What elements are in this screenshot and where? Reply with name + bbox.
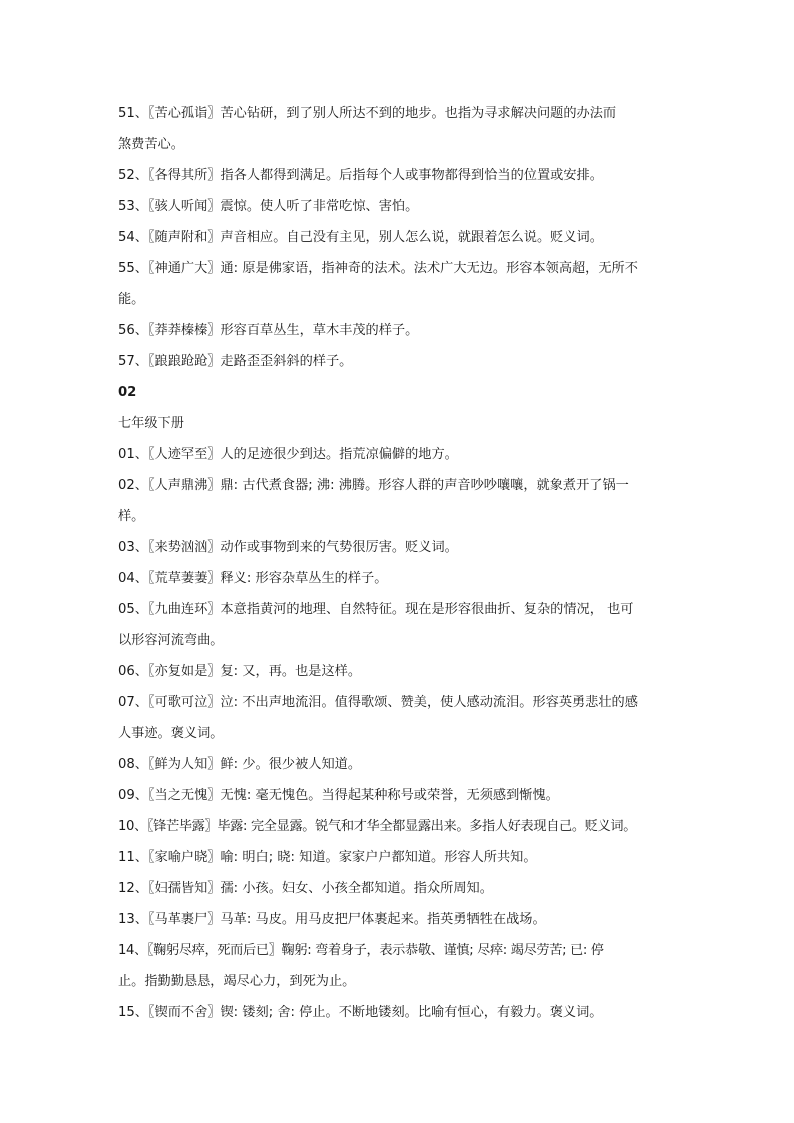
text-line: 05、〖九曲连环〗本意指黄河的地理、自然特征。现在是形容很曲折、复杂的情况， 也可 [118,602,634,617]
text-line: 15、〖锲而不舍〗锲: 镂刻; 舍: 停止。不断地镂刻。比喻有恒心，有毅力。褒义词。 [118,1005,603,1020]
text-line: 55、〖神通广大〗通: 原是佛家语，指神奇的法术。法术广大无边。形容本领高超，无所不 [118,261,638,276]
text-line: 51、〖苦心孤诣〗苦心钻研，到了别人所达不到的地步。也指为寻求解决问题的办法而 [118,106,617,121]
section-number: 02 [118,385,137,400]
text-line: 人事迹。褒义词。 [118,726,224,741]
text-line: 04、〖荒草萋萋〗释义: 形容杂草丛生的样子。 [118,571,388,586]
text-line: 07、〖可歌可泣〗泣: 不出声地流泪。值得歌颂、赞美，使人感动流泪。形容英勇悲壮的感 [118,695,638,710]
text-line: 54、〖随声附和〗声音相应。自己没有主见，别人怎么说，就跟着怎么说。贬义词。 [118,230,603,245]
text-line: 57、〖踉踉跄跄〗走路歪歪斜斜的样子。 [118,354,353,369]
text-line: 56、〖莽莽榛榛〗形容百草丛生，草木丰茂的样子。 [118,323,419,338]
text-line: 08、〖鲜为人知〗鲜: 少。很少被人知道。 [118,757,362,772]
text-line: 09、〖当之无愧〗无愧: 毫无愧色。当得起某种称号或荣誉，无须感到惭愧。 [118,788,559,803]
text-line: 52、〖各得其所〗指各人都得到满足。后指每个人或事物都得到恰当的位置或安排。 [118,168,603,183]
text-line: 13、〖马革裹尸〗马革: 马皮。用马皮把尸体裹起来。指英勇牺牲在战场。 [118,912,546,927]
text-line: 以形容河流弯曲。 [118,633,224,648]
text-line: 12、〖妇孺皆知〗孺: 小孩。妇女、小孩全都知道。指众所周知。 [118,881,493,896]
text-line: 14、〖鞠躬尽瘁，死而后已〗鞠躬: 弯着身子，表示恭敬、谨慎; 尽瘁: 竭尽劳苦; 已: 停 [118,943,604,958]
text-line: 53、〖骇人听闻〗震惊。使人听了非常吃惊、害怕。 [118,199,419,214]
text-line: 10、〖锋芒毕露〗毕露: 完全显露。锐气和才华全都显露出来。多指人好表现自己。贬义词。 [118,819,637,834]
document-page [118,98,678,1028]
text-line: 能。 [118,292,145,307]
text-line: 01、〖人迹罕至〗人的足迹很少到达。指荒凉偏僻的地方。 [118,447,458,462]
text-line: 03、〖来势汹汹〗动作或事物到来的气势很厉害。贬义词。 [118,540,458,555]
text-line: 止。指勤勤恳恳，竭尽心力，到死为止。 [118,974,356,989]
section-heading: 七年级下册 [118,416,184,431]
text-line: 11、〖家喻户晓〗喻: 明白; 晓: 知道。家家户户都知道。形容人所共知。 [118,850,537,865]
text-line: 煞费苦心。 [118,137,184,152]
text-line: 02、〖人声鼎沸〗鼎: 古代煮食器; 沸: 沸腾。形容人群的声音吵吵嚷嚷，就象煮开了锅一 [118,478,629,493]
text-line: 06、〖亦复如是〗复: 又，再。也是这样。 [118,664,362,679]
text-line: 样。 [118,509,145,524]
